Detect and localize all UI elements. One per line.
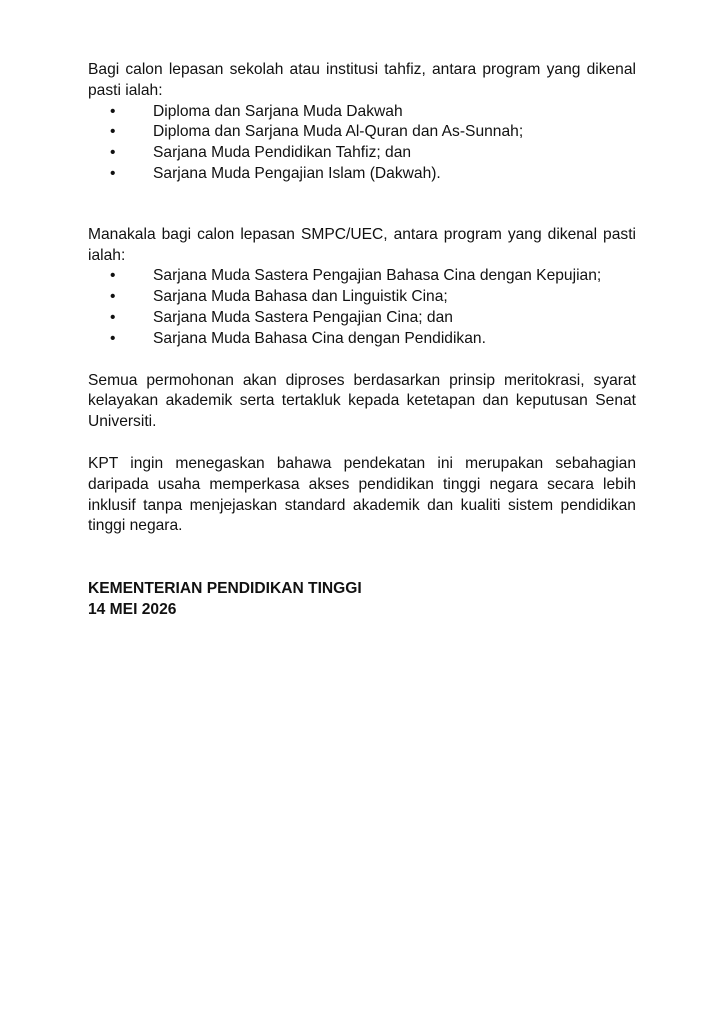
list-item <box>88 308 636 329</box>
paragraph-kpt-statement: KPT ingin menegaskan bahawa pendekatan ini merupakan sebahagian daripada usaha memperkasa akses pendidikan tinggi negara secara lebih inklusif tanpa menjejaskan standard akademik dan kualiti sistem pendidikan tinggi negara. <box>88 454 636 535</box>
list-item <box>88 329 636 350</box>
list-item <box>88 287 636 308</box>
signature-block <box>88 579 636 621</box>
list-item-text: Sarjana Muda Sastera Pengajian Bahasa Cina dengan Kepujian; <box>153 267 602 285</box>
bullet-icon: • <box>110 308 116 326</box>
list-item-text: Diploma dan Sarjana Muda Al-Quran dan As-Sunnah; <box>153 123 524 141</box>
spacer <box>88 185 636 225</box>
bullet-icon: • <box>110 329 116 347</box>
bullet-icon: • <box>110 164 116 182</box>
list-item-text: Sarjana Muda Pengajian Islam (Dakwah). <box>153 164 441 182</box>
list-item-text: Diploma dan Sarjana Muda Dakwah <box>153 102 403 120</box>
list-item-text: Sarjana Muda Pendidikan Tahfiz; dan <box>153 144 412 162</box>
list-item <box>88 164 636 185</box>
spacer <box>88 433 636 454</box>
list-item <box>88 102 636 123</box>
list-item-text: Sarjana Muda Bahasa dan Linguistik Cina; <box>153 288 448 306</box>
statement-date: 14 MEI 2026 <box>88 600 177 618</box>
section1-intro: Bagi calon lepasan sekolah atau institusi tahfiz, antara program yang dikenal pasti ialah: <box>88 61 636 99</box>
paragraph-meritocracy: Semua permohonan akan diproses berdasarkan prinsip meritokrasi, syarat kelayakan akademik serta tertakluk kepada ketetapan dan keputusan Senat Universiti. <box>88 371 636 431</box>
list-item <box>88 122 636 143</box>
section1-list <box>88 102 636 185</box>
bullet-icon: • <box>110 123 116 141</box>
bullet-icon: • <box>110 267 116 285</box>
list-item <box>88 266 636 287</box>
section2-list <box>88 266 636 349</box>
bullet-icon: • <box>110 144 116 162</box>
spacer <box>88 350 636 371</box>
bullet-icon: • <box>110 102 116 120</box>
list-item <box>88 143 636 164</box>
ministry-name: KEMENTERIAN PENDIDIKAN TINGGI <box>88 580 362 598</box>
list-item-text: Sarjana Muda Sastera Pengajian Cina; dan <box>153 308 453 326</box>
section2-intro: Manakala bagi calon lepasan SMPC/UEC, antara program yang dikenal pasti ialah: <box>88 225 636 264</box>
document-page <box>88 60 636 621</box>
list-item-text: Sarjana Muda Bahasa Cina dengan Pendidikan. <box>153 329 486 347</box>
bullet-icon: • <box>110 288 116 306</box>
